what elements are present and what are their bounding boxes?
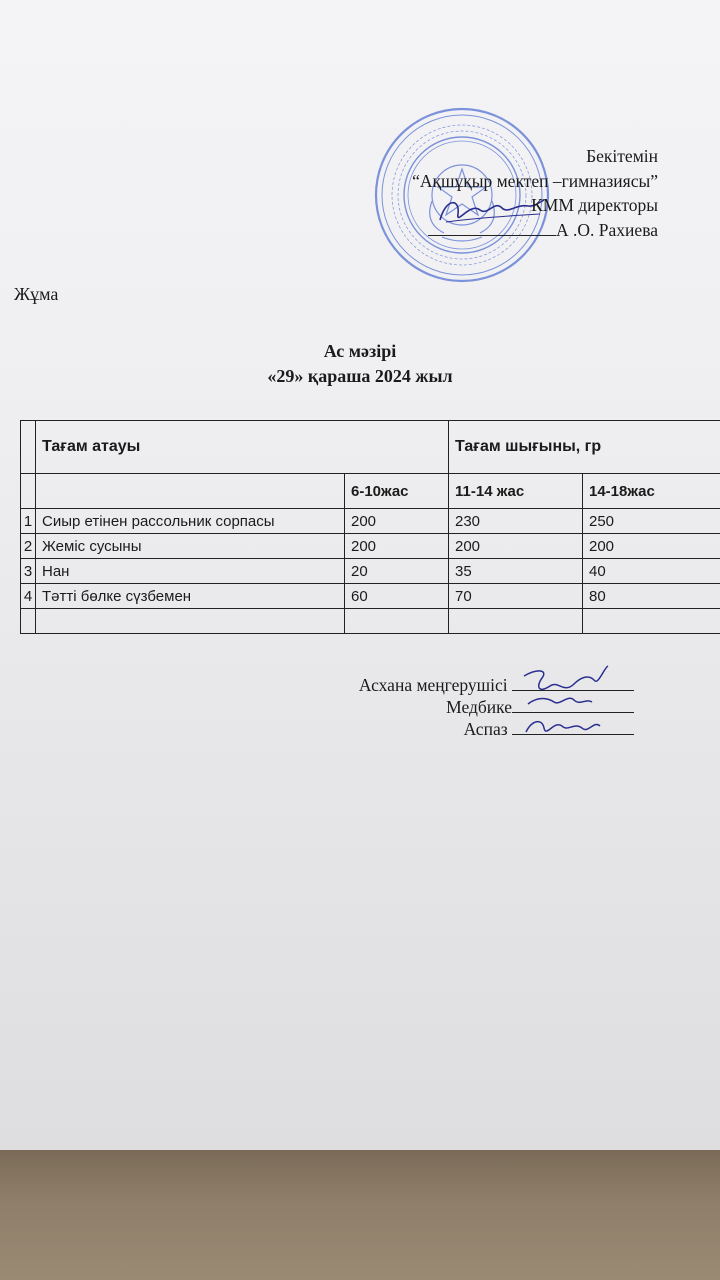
age-blank-cell xyxy=(36,474,345,509)
dish-value: 20 xyxy=(345,559,449,584)
nurse-label: Медбике xyxy=(446,697,512,717)
cook-label: Аспаз xyxy=(463,719,508,739)
menu-table xyxy=(20,420,720,634)
dish-value: 250 xyxy=(583,509,720,534)
approval-position: КММ директоры xyxy=(531,195,658,215)
dish-value: 200 xyxy=(583,534,720,559)
signature-line xyxy=(512,676,634,691)
dish-value: 35 xyxy=(449,559,583,584)
age-group-3: 14-18жас xyxy=(583,474,720,509)
signature-line xyxy=(512,720,634,735)
signature-line xyxy=(512,698,634,713)
table-header-row xyxy=(21,421,720,474)
dish-value: 60 xyxy=(345,584,449,609)
row-number: 4 xyxy=(21,584,36,609)
dish-name: Нан xyxy=(36,559,345,584)
signature-nurse xyxy=(330,696,634,718)
dish-value: 70 xyxy=(449,584,583,609)
row-number xyxy=(21,609,36,634)
approval-director xyxy=(412,218,658,243)
signature-canteen-head xyxy=(330,674,634,696)
table-row xyxy=(21,509,720,534)
dish-value: 230 xyxy=(449,509,583,534)
director-name: А .О. Рахиева xyxy=(556,219,658,240)
row-number: 1 xyxy=(21,509,36,534)
approval-title: Бекітемін xyxy=(586,146,658,166)
dish-name: Сиыр етінен рассольник сорпасы xyxy=(36,509,345,534)
age-group-2: 11-14 жас xyxy=(449,474,583,509)
age-num-cell xyxy=(21,474,36,509)
dish-name: Жеміс сусыны xyxy=(36,534,345,559)
table-row xyxy=(21,584,720,609)
row-number: 3 xyxy=(21,559,36,584)
header-weight: Тағам шығыны, гр xyxy=(449,421,720,474)
table-row xyxy=(21,559,720,584)
row-number: 2 xyxy=(21,534,36,559)
header-num-cell xyxy=(21,421,36,474)
desk-surface xyxy=(0,1150,720,1280)
approval-block xyxy=(412,144,658,242)
dish-value: 200 xyxy=(345,509,449,534)
dish-value: 40 xyxy=(583,559,720,584)
canteen-head-label: Асхана меңгерушісі xyxy=(358,675,508,695)
table-age-row xyxy=(21,474,720,509)
table-row-empty xyxy=(21,609,720,634)
menu-date: «29» қараша 2024 жыл xyxy=(267,366,453,386)
age-group-1: 6-10жас xyxy=(345,474,449,509)
dish-name: Тәтті бөлке сүзбемен xyxy=(36,584,345,609)
dish-value: 200 xyxy=(449,534,583,559)
dish-value: 80 xyxy=(583,584,720,609)
dish-value xyxy=(583,609,720,634)
table-row xyxy=(21,534,720,559)
approval-school: “Ақшұқыр мектеп –гимназиясы” xyxy=(412,170,658,191)
dish-name xyxy=(36,609,345,634)
weekday: Жұма xyxy=(14,284,59,304)
dish-value: 200 xyxy=(345,534,449,559)
dish-value xyxy=(449,609,583,634)
menu-title: Ас мәзірі xyxy=(323,341,397,361)
staff-signature-block xyxy=(330,674,634,740)
director-signature-line xyxy=(428,221,556,236)
header-dish-name: Тағам атауы xyxy=(36,421,449,474)
signature-cook xyxy=(330,718,634,740)
dish-value xyxy=(345,609,449,634)
